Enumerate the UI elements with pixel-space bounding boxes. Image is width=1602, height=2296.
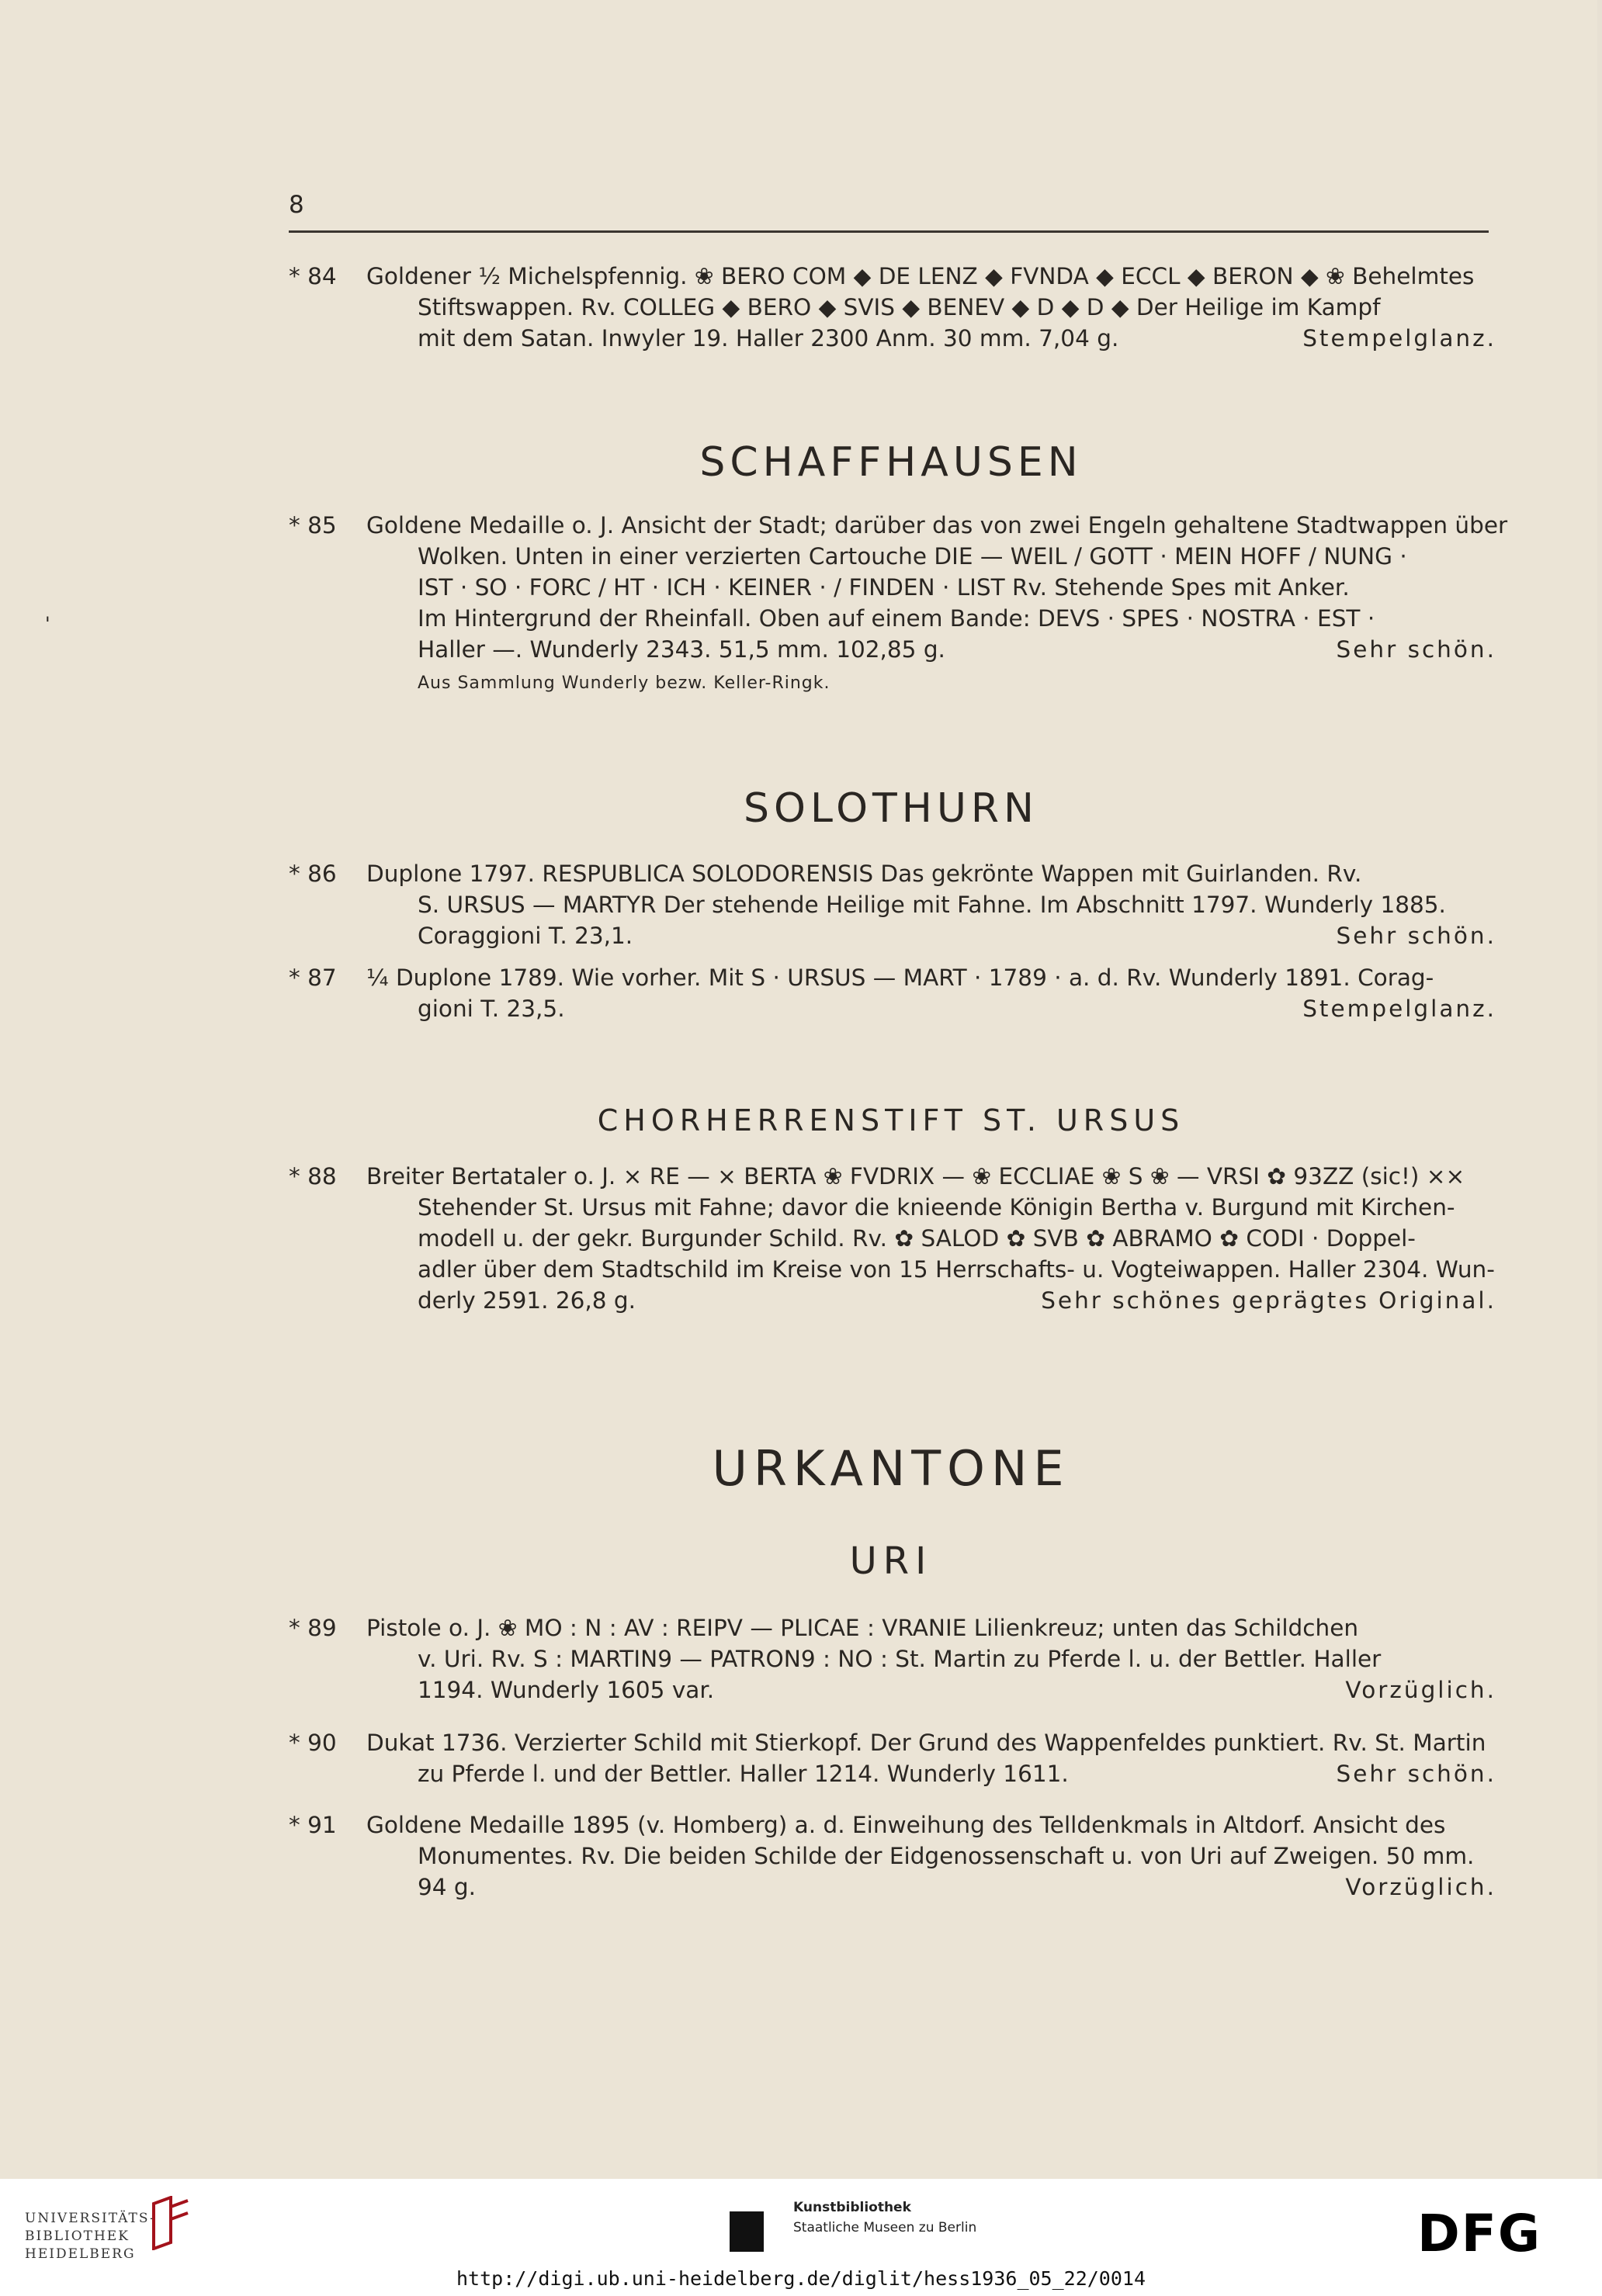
grade: Sehr schönes geprägtes Original. — [1041, 1287, 1496, 1314]
entry-line: Haller —. Wunderly 2343. 51,5 mm. 102,85 g. — [418, 636, 945, 663]
entry-line: Im Hintergrund der Rheinfall. Oben auf einem Bande: DEVS · SPES · NOSTRA · EST · — [418, 605, 1375, 632]
lot-number: * 88 — [289, 1163, 337, 1190]
entry-line: adler über dem Stadtschild im Kreise von 15 Herrschafts- u. Vogteiwappen. Haller 2304. Wun- — [418, 1256, 1495, 1283]
grade: Sehr schön. — [1336, 1761, 1496, 1787]
provenance-note: Aus Sammlung Wunderly bezw. Keller-Ringk. — [418, 674, 830, 693]
entry-line: Coraggioni T. 23,1. — [418, 923, 633, 949]
source-url[interactable]: http://digi.ub.uni-heidelberg.de/diglit/hess1936_05_22/0014 — [456, 2267, 1146, 2290]
entry-last-line — [289, 993, 1496, 1024]
kunstbibliothek-label[interactable] — [793, 2197, 976, 2238]
uni-line: HEIDELBERG — [25, 2246, 136, 2262]
heading-schaffhausen: SCHAFFHAUSEN — [699, 439, 1083, 486]
uni-line: UNIVERSITÄTS- — [25, 2211, 156, 2226]
grade: Vorzüglich. — [1345, 1677, 1496, 1703]
entry-line: Goldene Medaille o. J. Ansicht der Stadt; darüber das von zwei Engeln gehaltene Stadtwappen über — [366, 512, 1508, 539]
catalog-entry-91 — [289, 1809, 1496, 1903]
lot-number: * 85 — [289, 512, 337, 539]
entry-line: gioni T. 23,5. — [418, 996, 565, 1022]
heading-chorherrenstift: CHORHERRENSTIFT ST. URSUS — [597, 1103, 1185, 1138]
entry-line: derly 2591. 26,8 g. — [418, 1287, 636, 1314]
entry-line: Pistole o. J. ❀ MO : N : AV : REIPV — PLICAE : VRANIE Lilienkreuz; unten das Schildchen — [366, 1615, 1359, 1641]
entry-line: Dukat 1736. Verzierter Schild mit Stierkopf. Der Grund des Wappenfeldes punktiert. Rv. St. Martin — [366, 1730, 1486, 1756]
margin-mark: ' — [45, 613, 50, 635]
lot-number: * 87 — [289, 964, 337, 991]
kb-title: Kunstbibliothek — [793, 2200, 911, 2215]
entry-line: Goldener ½ Michelspfennig. ❀ BERO COM ◆ DE LENZ ◆ FVNDA ◆ ECCL ◆ BERON ◆ ❀ Behelmtes — [366, 263, 1475, 289]
university-library-label[interactable] — [25, 2210, 156, 2263]
entry-last-line — [289, 1674, 1496, 1706]
kb-subtitle: Staatliche Museen zu Berlin — [793, 2220, 977, 2235]
entry-line: mit dem Satan. Inwyler 19. Haller 2300 Anm. 30 mm. 7,04 g. — [418, 325, 1119, 351]
catalog-entry-87 — [289, 962, 1496, 1024]
entry-line: ¼ Duplone 1789. Wie vorher. Mit S · URSUS — MART · 1789 · a. d. Rv. Wunderly 1891. Corag- — [366, 964, 1434, 991]
dfg-logo[interactable]: DFG — [1417, 2204, 1542, 2263]
entry-line: S. URSUS — MARTYR Der stehende Heilige mit Fahne. Im Abschnitt 1797. Wunderly 1885. — [418, 892, 1446, 918]
catalog-entry-89 — [289, 1612, 1496, 1706]
lot-number: * 91 — [289, 1812, 337, 1838]
header-rule — [289, 230, 1489, 233]
entry-last-line — [289, 323, 1496, 354]
catalog-entry-86 — [289, 858, 1496, 951]
grade: Vorzüglich. — [1345, 1874, 1496, 1900]
uni-line: BIBLIOTHEK — [25, 2228, 130, 2244]
catalog-entry-84 — [289, 261, 1496, 354]
entry-line: Duplone 1797. RESPUBLICA SOLODORENSIS Das gekrönte Wappen mit Guirlanden. Rv. — [366, 861, 1362, 887]
catalog-entry-90 — [289, 1727, 1496, 1789]
entry-last-line — [289, 634, 1496, 665]
entry-line: Wolken. Unten in einer verzierten Cartouche DIE — WEIL / GOTT · MEIN HOFF / NUNG · — [418, 543, 1407, 570]
entry-line: v. Uri. Rv. S : MARTIN9 — PATRON9 : NO : St. Martin zu Pferde l. u. der Bettler. Haller — [418, 1646, 1382, 1672]
lot-number: * 89 — [289, 1615, 337, 1641]
entry-line: IST · SO · FORC / HT · ICH · KEINER · / FINDEN · LIST Rv. Stehende Spes mit Anker. — [418, 574, 1350, 601]
grade: Sehr schön. — [1336, 636, 1496, 663]
grade: Stempelglanz. — [1302, 325, 1496, 351]
entry-line: zu Pferde l. und der Bettler. Haller 1214. Wunderly 1611. — [418, 1761, 1069, 1787]
grade: Stempelglanz. — [1302, 996, 1496, 1022]
footer-bar — [0, 2179, 1602, 2296]
heading-solothurn: SOLOTHURN — [744, 785, 1039, 832]
catalog-entry-88 — [289, 1161, 1496, 1316]
heading-uri: URI — [849, 1539, 933, 1583]
entry-line: modell u. der gekr. Burgunder Schild. Rv. ✿ SALOD ✿ SVB ✿ ABRAMO ✿ CODI · Doppel- — [418, 1225, 1416, 1252]
catalog-entry-85 — [289, 510, 1508, 665]
entry-line: Goldene Medaille 1895 (v. Homberg) a. d. Einweihung des Telldenkmals in Altdorf. Ansicht des — [366, 1812, 1446, 1838]
entry-last-line — [289, 1758, 1496, 1789]
entry-line: 94 g. — [418, 1874, 477, 1900]
entry-line: Breiter Bertataler o. J. × RE — × BERTA ❀ FVDRIX — ❀ ECCLIAE ❀ S ❀ — VRSI ✿ 93ZZ (sic!) ×× — [366, 1163, 1465, 1190]
entry-last-line — [289, 920, 1496, 951]
entry-line: Stiftswappen. Rv. COLLEG ◆ BERO ◆ SVIS ◆ BENEV ◆ D ◆ D ◆ Der Heilige im Kampf — [418, 294, 1381, 320]
heading-urkantone: URKANTONE — [712, 1440, 1070, 1497]
entry-last-line — [289, 1285, 1496, 1316]
kunstbibliothek-logo-icon — [730, 2211, 764, 2252]
lot-number: * 86 — [289, 861, 337, 887]
entry-line: Monumentes. Rv. Die beiden Schilde der Eidgenossenschaft u. von Uri auf Zweigen. 50 mm. — [418, 1843, 1475, 1869]
grade: Sehr schön. — [1336, 923, 1496, 949]
lot-number: * 84 — [289, 263, 337, 289]
entry-last-line — [289, 1872, 1496, 1903]
page-number: 8 — [289, 191, 304, 219]
lot-number: * 90 — [289, 1730, 337, 1756]
entry-line: 1194. Wunderly 1605 var. — [418, 1677, 715, 1703]
university-logo-icon — [147, 2196, 194, 2250]
entry-line: Stehender St. Ursus mit Fahne; davor die knieende Königin Bertha v. Burgund mit Kirchen- — [418, 1194, 1455, 1221]
